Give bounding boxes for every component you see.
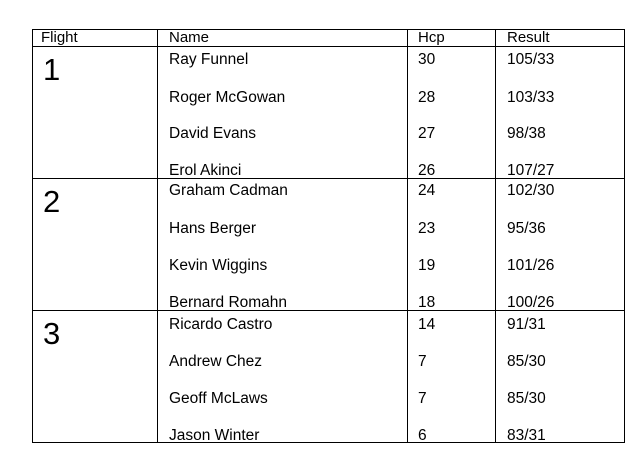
flight-number: 1 (43, 52, 61, 87)
player-name: Erol Akinci (169, 162, 242, 179)
player-result: 103/33 (507, 89, 555, 106)
player-result: 105/33 (507, 51, 555, 68)
flight-group-1 (33, 47, 624, 179)
player-result: 101/26 (507, 257, 555, 274)
player-name: Kevin Wiggins (169, 257, 268, 274)
column-header-name: Name (169, 29, 210, 46)
player-hcp: 18 (418, 294, 436, 311)
player-result: 100/26 (507, 294, 555, 311)
player-result: 98/38 (507, 125, 546, 142)
player-hcp: 27 (418, 125, 436, 142)
player-hcp: 28 (418, 89, 436, 106)
player-result: 91/31 (507, 316, 546, 333)
results-table (32, 29, 625, 443)
table-header-row (33, 30, 624, 47)
player-result: 102/30 (507, 182, 555, 199)
player-name: David Evans (169, 125, 257, 142)
player-name: Graham Cadman (169, 182, 288, 199)
player-name: Roger McGowan (169, 89, 286, 106)
player-name: Hans Berger (169, 220, 257, 237)
player-name: Andrew Chez (169, 353, 263, 370)
player-name: Ray Funnel (169, 51, 249, 68)
flight-group-3 (33, 311, 624, 442)
player-result: 83/31 (507, 427, 546, 444)
column-header-result: Result (507, 29, 550, 46)
player-hcp: 24 (418, 182, 436, 199)
player-result: 107/27 (507, 162, 555, 179)
player-result: 85/30 (507, 353, 546, 370)
flight-number: 2 (43, 184, 61, 219)
player-result: 85/30 (507, 390, 546, 407)
player-hcp: 7 (418, 390, 427, 407)
player-hcp: 6 (418, 427, 427, 444)
player-result: 95/36 (507, 220, 546, 237)
player-hcp: 26 (418, 162, 436, 179)
column-header-hcp: Hcp (418, 29, 445, 46)
flight-number: 3 (43, 316, 61, 351)
player-name: Bernard Romahn (169, 294, 288, 311)
player-hcp: 7 (418, 353, 427, 370)
player-hcp: 19 (418, 257, 436, 274)
column-header-flight: Flight (41, 29, 78, 46)
player-name: Geoff McLaws (169, 390, 268, 407)
player-hcp: 14 (418, 316, 436, 333)
player-name: Ricardo Castro (169, 316, 273, 333)
player-hcp: 30 (418, 51, 436, 68)
player-name: Jason Winter (169, 427, 260, 444)
flight-group-2 (33, 179, 624, 311)
player-hcp: 23 (418, 220, 436, 237)
